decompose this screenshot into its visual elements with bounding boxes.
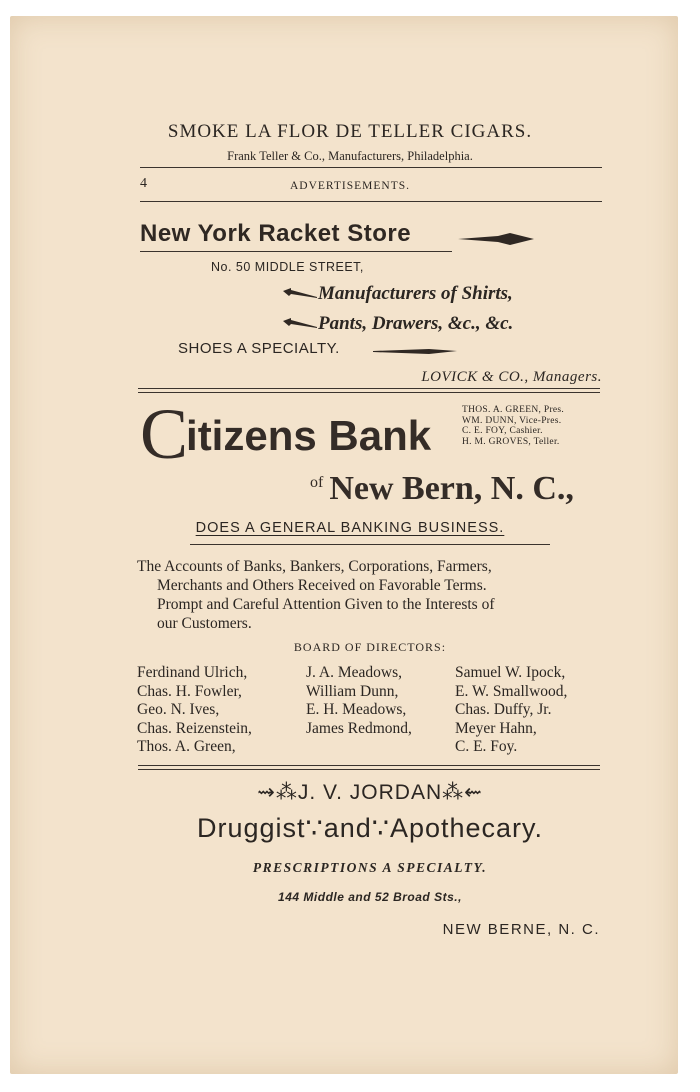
page-number: 4 [140, 176, 147, 191]
racket-store-name: New York Racket Store [140, 220, 412, 247]
board-heading: BOARD OF DIRECTORS: [293, 640, 447, 654]
bank-officer: THOS. A. GREEN, Pres. [462, 405, 565, 415]
racket-underline [140, 251, 452, 252]
ornament-arrow-icon [373, 346, 457, 354]
directors-column-3 [455, 664, 567, 757]
bank-location-name: New Bern, N. C., [329, 470, 574, 507]
director-name: Ferdinand Ulrich, [137, 664, 248, 681]
director-name: Samuel W. Ipock, [455, 664, 566, 681]
bank-officers [462, 405, 564, 447]
section-divider [138, 765, 600, 770]
bank-accounts-text [137, 557, 607, 633]
cigar-advertisement: SMOKE LA FLOR DE TELLER CIGARS. [167, 121, 533, 142]
director-name: J. A. Meadows, [306, 664, 403, 681]
pointing-hand-icon [283, 288, 317, 298]
section-divider [138, 388, 600, 393]
trade-word: and [323, 813, 372, 843]
director-name: Thos. A. Green, [137, 738, 236, 755]
accounts-line: our Customers. [157, 615, 252, 632]
trade-word: Apothecary. [389, 813, 544, 843]
directors-column-2 [306, 664, 412, 738]
bank-location-of: of [310, 474, 324, 491]
director-name: E. W. Smallwood, [455, 682, 568, 700]
page-sheet [10, 16, 678, 1074]
racket-store-specialty: SHOES A SPECIALTY. [178, 340, 340, 357]
director-name: C. E. Foy. [455, 738, 518, 755]
director-name: Chas. Reizenstein, [137, 719, 252, 737]
trade-separator-icon: ∵ [305, 813, 324, 843]
ornament-arrow-icon [458, 233, 534, 245]
director-name: Geo. N. Ives, [137, 701, 220, 718]
director-name: E. H. Meadows, [306, 701, 407, 718]
director-name: James Redmond, [306, 719, 412, 737]
director-name: Meyer Hahn, [455, 719, 537, 737]
pointing-hand-icon [283, 318, 317, 328]
druggist-trade [0, 813, 700, 844]
druggist-city: NEW BERNE, N. C. [442, 921, 600, 938]
ornament-left-icon: ⇝⁂ [257, 781, 298, 804]
bank-name-rest: itizens Bank [186, 412, 432, 459]
ornament-right-icon: ⁂⇜ [442, 781, 483, 804]
accounts-line: Prompt and Careful Attention Given to the Interests of [157, 596, 495, 613]
racket-store-address: No. 50 MIDDLE STREET, [211, 260, 364, 274]
druggist-name [0, 780, 700, 805]
racket-store-line1: Manufacturers of Shirts, [318, 283, 513, 304]
druggist-address: 144 Middle and 52 Broad Sts., [278, 890, 462, 904]
bank-officer: WM. DUNN, Vice-Pres. [462, 415, 562, 426]
bank-name [140, 394, 432, 474]
section-heading: ADVERTISEMENTS. [289, 180, 411, 192]
bank-business: DOES A GENERAL BANKING BUSINESS. [195, 520, 505, 536]
accounts-line: The Accounts of Banks, Bankers, Corporations, Farmers, [137, 558, 492, 575]
bank-name-initial: C [140, 394, 189, 474]
directors-column-1 [137, 664, 252, 757]
trade-separator-icon: ∵ [371, 813, 390, 843]
header-rule-bottom [140, 201, 602, 202]
director-name: Chas. Duffy, Jr. [455, 701, 552, 718]
bank-officer: C. E. FOY, Cashier. [462, 426, 543, 436]
cigar-manufacturer: Frank Teller & Co., Manufacturers, Philadelphia. [227, 149, 473, 163]
director-name: William Dunn, [306, 682, 399, 700]
druggist-specialty: PRESCRIPTIONS A SPECIALTY. [252, 860, 488, 875]
bank-location [310, 470, 574, 508]
bank-officer: H. M. GROVES, Teller. [462, 436, 560, 447]
director-name: Chas. H. Fowler, [137, 682, 242, 700]
trade-word: Druggist [196, 813, 306, 843]
bank-business-rule [190, 544, 550, 545]
racket-store-line2: Pants, Drawers, &c., &c. [318, 313, 514, 334]
accounts-line: Merchants and Others Received on Favorable Terms. [157, 577, 487, 594]
header-rule-top [140, 167, 602, 168]
druggist-name-text: J. V. JORDAN [297, 781, 443, 804]
racket-store-managers: LOVICK & CO., Managers. [421, 369, 602, 385]
